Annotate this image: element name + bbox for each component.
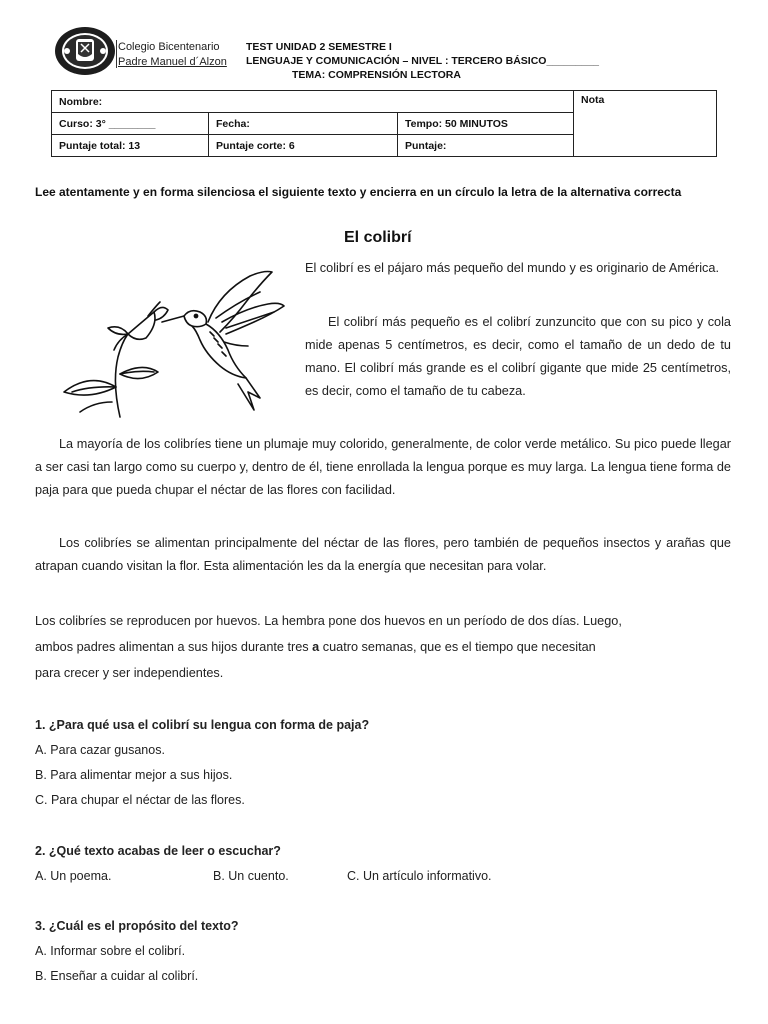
question-1-option-a[interactable]: A. Para cazar gusanos. (35, 743, 165, 757)
school-logo (54, 26, 116, 76)
question-3-option-b[interactable]: B. Enseñar a cuidar al colibrí. (35, 969, 199, 983)
curso-cell[interactable]: Curso: 3° ________ (52, 113, 209, 135)
reproduction-line3: para crecer y ser independientes. (35, 666, 224, 680)
header-line3: TEMA: COMPRENSIÓN LECTORA (292, 69, 461, 81)
reading-title: El colibrí (344, 229, 412, 246)
reproduction-line2-a: ambos padres alimentan a sus hijos durante tres (35, 640, 313, 654)
paragraph-reproduction (35, 608, 731, 686)
nota-cell[interactable]: Nota (574, 91, 717, 157)
school-name-line1: Colegio Bicentenario (118, 41, 220, 53)
question-1-option-c[interactable]: C. Para chupar el néctar de las flores. (35, 793, 245, 807)
question-2 (35, 839, 492, 889)
question-3 (35, 914, 239, 989)
question-3-option-a[interactable]: A. Informar sobre el colibrí. (35, 944, 186, 958)
reproduction-line2-bold: a (312, 640, 320, 654)
question-1 (35, 713, 369, 813)
question-2-option-a[interactable]: A. Un poema. (35, 869, 112, 883)
school-name (118, 40, 227, 70)
logo-divider (116, 40, 117, 68)
tiempo-cell: Tempo: 50 MINUTOS (398, 113, 574, 135)
question-1-text: 1. ¿Para qué usa el colibrí su lengua con forma de paja? (35, 718, 370, 732)
puntaje-corte-cell: Puntaje corte: 6 (209, 135, 398, 157)
reproduction-line2 (35, 634, 731, 660)
header-line1: TEST UNIDAD 2 SEMESTRE I (246, 41, 392, 53)
fecha-cell[interactable]: Fecha: (209, 113, 398, 135)
puntaje-total-cell: Puntaje total: 13 (52, 135, 209, 157)
question-2-option-b[interactable]: B. Un cuento. (213, 869, 289, 883)
question-1-option-b[interactable]: B. Para alimentar mejor a sus hijos. (35, 768, 233, 782)
question-2-text: 2. ¿Qué texto acabas de leer o escuchar? (35, 844, 281, 858)
nombre-cell[interactable]: Nombre: (52, 91, 574, 113)
puntaje-cell[interactable]: Puntaje: (398, 135, 574, 157)
test-header (246, 40, 599, 82)
reproduction-line1: Los colibríes se reproducen por huevos. La hembra pone dos huevos en un período de dos días. Luego, (35, 614, 622, 628)
student-info-table (51, 90, 717, 157)
reproduction-line2-b: cuatro semanas, que es el tiempo que necesitan (319, 640, 596, 654)
question-2-options (35, 864, 492, 889)
paragraph-plumage: La mayoría de los colibríes tiene un plumaje muy colorido, generalmente, de color verde metálico. Su pico puede llegar a ser casi tan largo como su cuerpo y, dentro de él, tiene enrollada la lengua porque es muy larga. La lengua tiene forma de paja para que pueda chupar el néctar de las flores con facilidad. (35, 437, 731, 497)
paragraph-intro: El colibrí es el pájaro más pequeño del mundo y es originario de América. (305, 261, 719, 275)
paragraph-food: Los colibríes se alimentan principalmente del néctar de las flores, pero también de pequeños insectos y arañas que atrapan cuando visitan la flor. Esta alimentación les da la energía que necesitan para volar. (35, 536, 731, 573)
question-3-text: 3. ¿Cuál es el propósito del texto? (35, 919, 239, 933)
question-2-option-c[interactable]: C. Un artículo informativo. (347, 869, 492, 883)
header-line2: LENGUAJE Y COMUNICACIÓN – NIVEL : TERCERO BÁSICO_________ (246, 55, 600, 67)
hummingbird-illustration (50, 262, 290, 418)
paragraph-sizes: El colibrí más pequeño es el colibrí zunzuncito que con su pico y cola mide apenas 5 centímetros, es decir, como el tamaño de un dedo de tu mano. El colibrí más grande es el colibrí gigante que mide 25 centímetros, es decir, como el tamaño de tu cabeza. (305, 315, 731, 398)
instructions: Lee atentamente y en forma silenciosa el siguiente texto y encierra en un círculo la letra de la alternativa correcta (35, 185, 682, 199)
school-name-line2: Padre Manuel d´Alzon (118, 56, 227, 68)
